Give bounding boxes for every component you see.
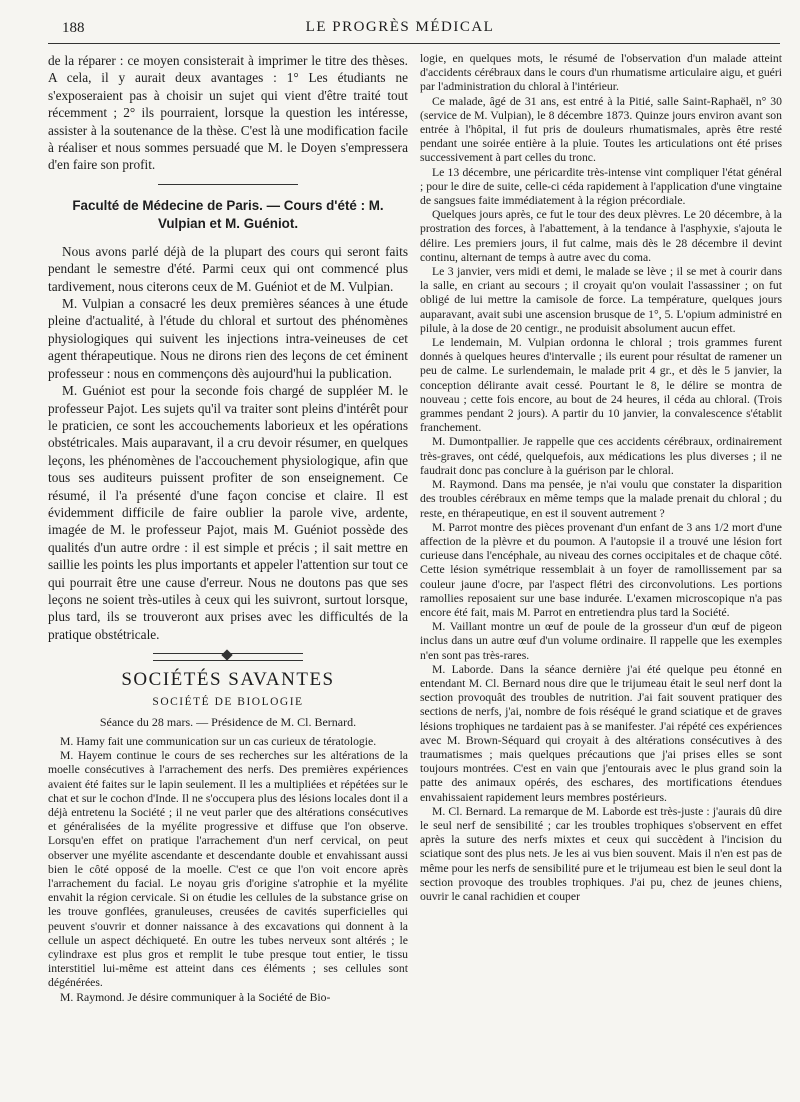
intro-paragraph: de la réparer : ce moyen consisterait à imprimer le titre des thèses. A cela, il y aurait deux avantages : 1° Les étudiants ne s'exposeraient pas à choisir un sujet qui vient d'être traité tout récemment ; 2° ils pourraient, lorsque la question les intéresse, assister à la soutenance de la thèse. C'est là une modification facile à réaliser et nous sommes persuadé que M. le Doyen s'empressera d'en faire son profit.: [48, 53, 408, 173]
right-column: [420, 52, 782, 1094]
faculty-paragraph-3: M. Guéniot est pour la seconde fois chargé de suppléer M. le professeur Pajot. Les sujets qu'il va traiter sont pleins d'intérêt pour le praticien, ce sont les accouchements laborieux et les opérations obstétricales. Mais auparavant, il a cru devoir résumer, en quelques leçons, les phénomènes de l'accouchement physiologique, afin que tous ses auditeurs puissent profiter de son enseignement. Ce résumé, il l'a présenté d'une façon concise et claire. Il est évidemment difficile de faire oublier la parole vive, ardente, imagée de M. le professeur Pajot, mais M. Guéniot possède des qualités d'un autre ordre : il est simple et précis ; il sait mettre en saillie les points les plus importants et appeler l'attention sur tout ce qui pourrait être une cause d'erreur. Nous ne doutons pas que ses leçons ne soient très-utiles à ceux qui les suivront, surtout lorsque, plus tard, ils se trouveront aux prises avec les difficultés de la pratique obstétricale.: [48, 383, 408, 642]
biology-minutes: [48, 735, 408, 1005]
societies-title: SOCIÉTÉS SAVANTES: [121, 669, 335, 691]
section-divider: [158, 184, 298, 185]
right-paragraph-bernard: M. Cl. Bernard. La remarque de M. Laborde est très-juste : j'aurais dû dire le seul nerf de sensibilité ; car les troubles trophiques s'observent en effet après la suture des nerfs mixtes et ceux qui succèdent à l'incision du sciatique sont des plus nets. Je les ai vus bien souvent. Mais il n'en est pas de même pour les nerfs de sensibilité pure et le trijumeau est bien le seul dont la section provoque des troubles trophiques. J'ai pu, chez de jeunes chiens, ouvrir le canal rachidien et couper: [420, 804, 782, 903]
right-paragraph-vaillant: M. Vaillant montre un œuf de poule de la grosseur d'un œuf de pigeon inclus dans un autre œuf d'un volume ordinaire. Il rappelle que les exemples n'en sont pas très-rares.: [420, 620, 782, 662]
page-number: 188: [62, 20, 85, 36]
left-column: [48, 52, 408, 1094]
society-subtitle: SOCIÉTÉ DE BIOLOGIE: [152, 696, 304, 709]
faculty-paragraph-2: M. Vulpian a consacré les deux premières séances à une étude pleine d'actualité, à l'étude du chloral et surtout des phénomènes physiologiques qui suivent les injections intra-veineuses de cet agent thérapeutique. Nous ne dirons rien des leçons de cet éminent professeur : nous en commençons dès aujourd'hui la publication.: [48, 296, 408, 381]
right-paragraph-raymond: M. Raymond. Dans ma pensée, je n'ai voulu que constater la disparition des troubles cérébraux en même temps que la malade prenait du chloral ; du reste, en thérapeutique, en est il souvent autrement ?: [420, 478, 782, 520]
right-paragraph-3: Le 13 décembre, une péricardite très-intense vint compliquer l'état général ; pour le dire de suite, celle-ci céda rapidement à l'application d'une vingtaine de sangsues faite immédiatement à la région précordiale.: [420, 165, 782, 208]
right-paragraph-2: Ce malade, âgé de 31 ans, est entré à la Pitié, salle Saint-Raphaël, n° 30 (service de M. Vulpian), le 8 décembre 1873. Quinze jours environ avant son entrée à l'hôpital, il fut pris de douleurs rhumatismales, après être resté pendant une soirée entière à la pluie. Toutes les articulations ont été prises successivement à part celles du tronc.: [420, 94, 782, 165]
right-paragraph-4: Quelques jours après, ce fut le tour des deux plèvres. Le 20 décembre, à la prostration des forces, à l'abattement, à la tendance à l'asphyxie, s'ajouta le délire. Les premiers jours, il fut calme, mais dès le 28 décembre il devint continu, alternant de temps à autre avec du coma.: [420, 208, 782, 264]
minutes-paragraph-hayem: M. Hayem continue le cours de ses recherches sur les altérations de la moelle consécutives à l'arrachement des nerfs. Des premières expériences avaient été faites sur le lapin seulement. Il les a multipliées et répétées sur le chat et sur le cochon d'Inde. Il ne s'occupera plus des lésions locales dont il a déjà entretenu la Société ; il ne veut parler que des altérations consécutives et généralisées de la myélite progressive et diffuse que l'on observe. Lorsqu'en effet on pratique l'arrachement d'un nerf cervical, on peut observer une myélite ascendante et descendante double et envahissant aussi bien le côté opposé de la moelle. C'est ce que l'on voit encore après l'arrachement du facial. Le noyau gris d'origine s'atrophie et la myélite envahit la région cervicale. Si on étudie les cellules de la substance grise on les trouve gonflées, granuleuses, creusées de cavités superficielles qui peuvent s'ouvrir et donner naissance à des excavations qui donnent à la cellule un aspect déchiqueté. En outre les tubes nerveux sont altérés ; le cylindraxe est plus gros et remplit le tube presque tout entier, le tissu interstitiel lui-même est atteint dans ces éléments ; ses cellules sont dégénérées.: [48, 749, 408, 990]
right-paragraph-dumontpallier: M. Dumontpallier. Je rappelle que ces accidents cérébraux, ordinairement très-graves, ont cédé, quelquefois, aux médications les plus diverses ; il ne faudrait donc pas conclure à la guérison par le chloral.: [420, 435, 782, 477]
right-paragraph-parrot: M. Parrot montre des pièces provenant d'un enfant de 3 ans 1/2 mort d'une affection de la plèvre et du poumon. A l'autopsie il a trouvé une lésion fort curieuse dans l'encéphale, au niveau des cornes occipitales et de chaque côté. Cette lésion symétrique ressemblait à un foyer de ramollissement par sa couleur jaune d'ocre, par l'aspect flétri des circonvolutions. Les portions ramollies reposaient sur une base indurée. L'examen microscopique n'a pas encore été fait, mais M. Parrot en entretiendra plus tard la Société.: [420, 520, 782, 619]
right-paragraph-1: logie, en quelques mots, le résumé de l'observation d'un malade atteint d'accidents cérébraux dans le cours d'un rhumatisme articulaire aigu, et guéri par l'administration du chloral à l'intérieur.: [420, 52, 782, 94]
minutes-paragraph-raymond: M. Raymond. Je désire communiquer à la Société de Bio-: [60, 990, 331, 1004]
ornament-divider: [153, 653, 303, 661]
session-line: Séance du 28 mars. — Présidence de M. Cl. Bernard.: [99, 714, 357, 729]
journal-title: LE PROGRÈS MÉDICAL: [305, 19, 495, 35]
header-rule: [48, 43, 780, 44]
right-paragraph-5: Le 3 janvier, vers midi et demi, le malade se lève ; il se met à courir dans la salle, en criant au secours ; il croyait qu'on voulait l'assassiner ; on fut obligé de lui mettre la camisole de force. La température, quelques jours auparavant, avait subi une ascension brusque de 1°, 5. L'opium administré en pilule, à la dose de 20 centigr., ne produisit absolument aucun effet.: [420, 265, 782, 335]
faculty-paragraph-1: Nous avons parlé déjà de la plupart des cours qui seront faits pendant le semestre d'été. Parmi ceux qui ont commencé plus tardivement, nous citerons ceux de M. Guéniot et de M. Vulpian.: [48, 243, 408, 294]
right-paragraph-laborde: M. Laborde. Dans la séance dernière j'ai été quelque peu étonné en entendant M. Cl. Bernard nous dire que le trijumeau était le seul nerf dont la section provoquât des troubles de nutrition. J'ai fait souvent pratiquer des sections de nerfs, j'ai, nombre de fois réséqué le grand sciatique et de graves lésions trophiques ne tardaient pas à se manifester. J'ai répété ces expériences avec M. Brown-Séquard qui croyait à des altérations consécutives à des traumatismes ; mais quelques précautions que j'ai prises elles se sont toujours montrées. C'est en vain que j'entourais avec le plus grand soin la patte des animaux opérés, des eschares, des mortifications étendues envahissaient rapidement leurs membres postérieurs.: [420, 662, 782, 804]
right-paragraph-6: Le lendemain, M. Vulpian ordonna le chloral ; trois grammes furent donnés à quelques heures d'intervalle ; ils eurent pour résultat de ramener un peu de calme. Le surlendemain, le malade prit 4 gr., et dès le 5 janvier, la conception délirante avait cessé. Pourtant le 8, le délire se montra de nouveau ; cette fois encore, au bout de 24 heures, il céda au chloral. (Trois grammes pendant 2 jours). A partir du 10 janvier, la convalescence s'établit franchement.: [420, 336, 782, 435]
faculty-section-title: Faculté de Médecine de Paris. — Cours d'été : M. Vulpian et M. Guéniot.: [72, 197, 384, 231]
minutes-paragraph-hamy: M. Hamy fait une communication sur un cas curieux de tératologie.: [60, 735, 377, 748]
